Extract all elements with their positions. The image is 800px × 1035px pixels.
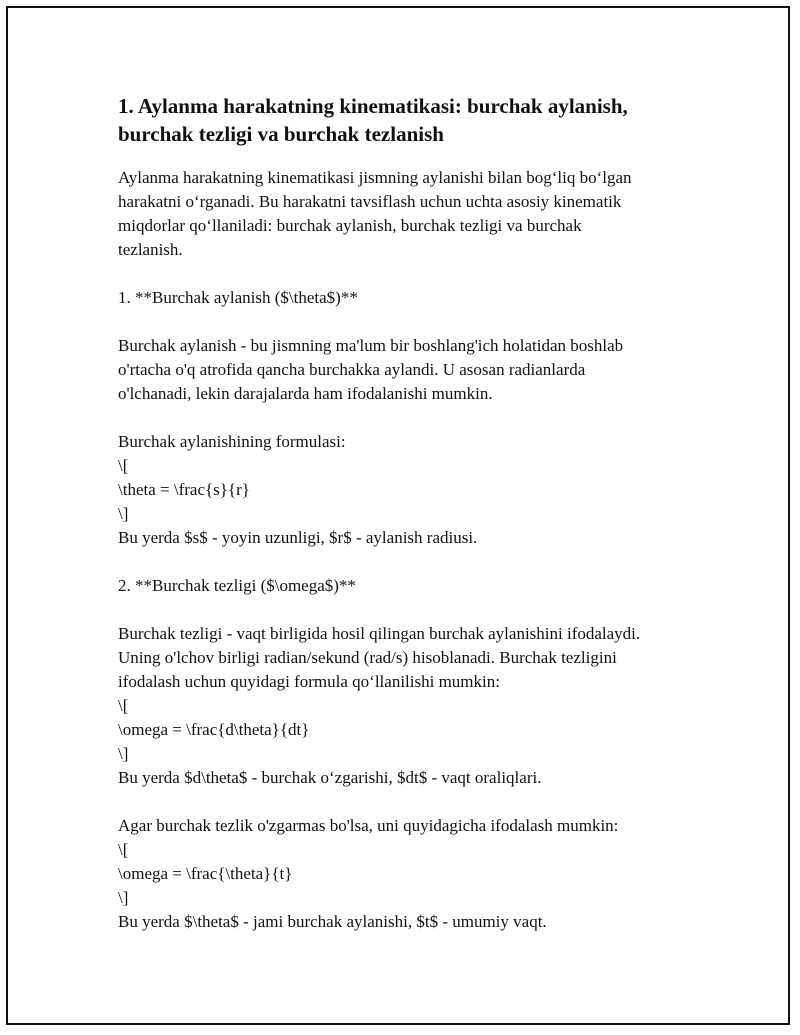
- section-1-heading: 1. **Burchak aylanish ($\theta$)**: [118, 288, 358, 307]
- section-2-formula-close: \]: [118, 744, 129, 763]
- intro-paragraph: [118, 166, 698, 262]
- section-1: [118, 286, 698, 550]
- section-2-heading: 2. **Burchak tezligi ($\omega$)**: [118, 576, 356, 595]
- section-2-formula: \omega = \frac{d\theta}{dt}: [118, 720, 310, 739]
- document-body: [118, 92, 698, 934]
- section-1-explanation: Bu yerda $s$ - yoyin uzunligi, $r$ - aylanish radiusi.: [118, 528, 478, 547]
- section-1-formula-intro: Burchak aylanishining formulasi:: [118, 432, 346, 451]
- section-2-desc-line: Burchak tezligi - vaqt birligida hosil qilingan burchak aylanishini ifodalaydi.: [118, 624, 641, 643]
- intro-line: Aylanma harakatning kinematikasi jismning aylanishi bilan bog‘liq bo‘lgan: [118, 168, 632, 187]
- section-2-desc-line: Uning o'lchov birligi radian/sekund (rad/s) hisoblanadi. Burchak tezligini: [118, 648, 617, 667]
- section-2-explanation: Bu yerda $d\theta$ - burchak o‘zgarishi, $dt$ - vaqt oraliqlari.: [118, 768, 542, 787]
- section-2-const-explanation: Bu yerda $\theta$ - jami burchak aylanishi, $t$ - umumiy vaqt.: [118, 912, 547, 931]
- section-1-desc-line: o'lchanadi, lekin darajalarda ham ifodalanishi mumkin.: [118, 384, 493, 403]
- section-2-desc-line: ifodalash uchun quyidagi formula qo‘llanilishi mumkin:: [118, 672, 500, 691]
- intro-line: miqdorlar qo‘llaniladi: burchak aylanish, burchak tezligi va burchak: [118, 216, 582, 235]
- section-2-const-close: \]: [118, 888, 129, 907]
- title-line-2: burchak tezligi va burchak tezlanish: [118, 122, 444, 146]
- section-2-formula-open: \[: [118, 696, 129, 715]
- section-2-const-formula: \omega = \frac{\theta}{t}: [118, 864, 293, 883]
- section-1-formula: \theta = \frac{s}{r}: [118, 480, 250, 499]
- title-line-1: 1. Aylanma harakatning kinematikasi: burchak aylanish,: [118, 94, 628, 118]
- section-2: [118, 574, 698, 934]
- section-1-formula-close: \]: [118, 504, 129, 523]
- section-2-const-open: \[: [118, 840, 129, 859]
- section-1-desc-line: Burchak aylanish - bu jismning ma'lum bir boshlang'ich holatidan boshlab: [118, 336, 624, 355]
- intro-line: tezlanish.: [118, 240, 183, 259]
- intro-line: harakatni o‘rganadi. Bu harakatni tavsiflash uchun uchta asosiy kinematik: [118, 192, 622, 211]
- page-title: [118, 92, 698, 148]
- section-1-formula-open: \[: [118, 456, 129, 475]
- section-1-desc-line: o'rtacha o'q atrofida qancha burchakka aylandi. U asosan radianlarda: [118, 360, 586, 379]
- section-2-const-intro: Agar burchak tezlik o'zgarmas bo'lsa, uni quyidagicha ifodalash mumkin:: [118, 816, 619, 835]
